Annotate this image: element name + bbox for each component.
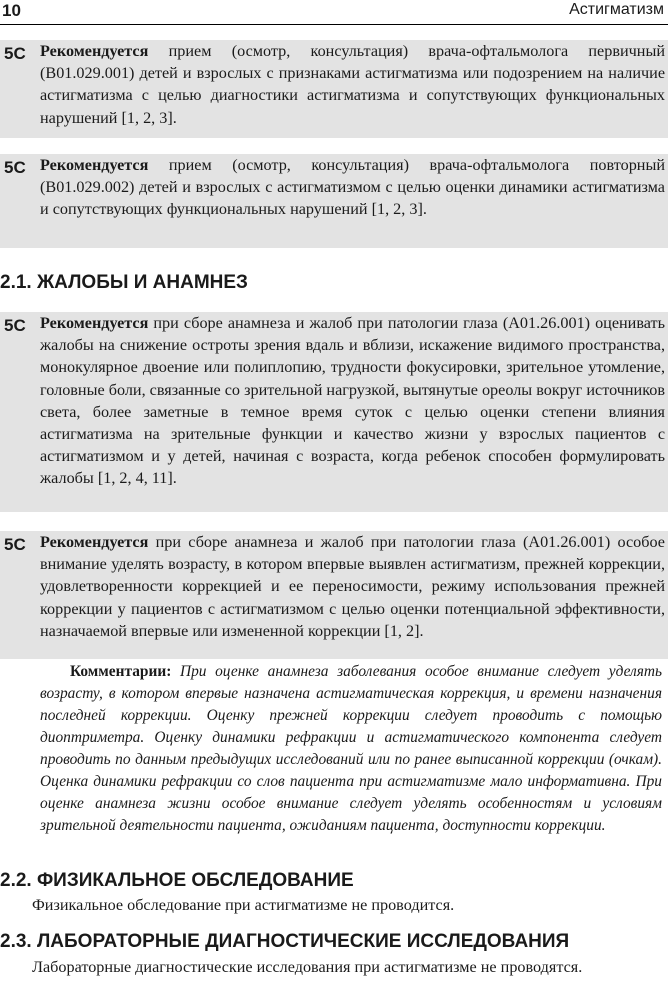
evidence-level: 5C xyxy=(4,535,26,554)
recommendation-box xyxy=(0,40,668,138)
evidence-level: 5C xyxy=(4,158,26,177)
recommendation-box xyxy=(0,531,668,659)
recommendation-text xyxy=(40,154,665,221)
evidence-level: 5C xyxy=(4,316,26,335)
recommendation-lead: Рекомендуется xyxy=(40,156,149,174)
evidence-level: 5C xyxy=(4,44,26,63)
running-title: Астигматизм xyxy=(569,1,664,18)
page-header xyxy=(0,0,668,25)
paragraph-physical: Физикальное обследование при астигматизме не проводится. xyxy=(32,896,455,914)
recommendation-text xyxy=(40,531,665,642)
paragraph-lab: Лабораторные диагностические исследования при астигматизме не проводятся. xyxy=(32,958,583,976)
recommendation-box xyxy=(0,312,668,512)
recommendation-text xyxy=(40,312,665,490)
recommendation-lead: Рекомендуется xyxy=(40,533,149,551)
comment-label: Комментарии: xyxy=(70,663,172,680)
recommendation-body: прием (осмотр, консультация) врача-офтальмолога повторный (B01.029.002) детей и взрослых с астигматизмом с целью оценки динамики астигматизма и сопутствующих функциональных нарушений [1, 2, 3]. xyxy=(40,156,665,219)
recommendation-box xyxy=(0,154,668,248)
section-title-complaints: 2.1. ЖАЛОБЫ И АНАМНЕЗ xyxy=(0,272,248,293)
section-title-physical: 2.2. ФИЗИКАЛЬНОЕ ОБСЛЕДОВАНИЕ xyxy=(0,870,354,891)
section-title-lab: 2.3. ЛАБОРАТОРНЫЕ ДИАГНОСТИЧЕСКИЕ ИССЛЕДОВАНИЯ xyxy=(0,931,570,952)
comment-body: При оценке анамнеза заболевания особое внимание следует уделять возрасту, в котором впервые назначена астигматическая коррекция, и времени назначения последней коррекции. Оценку прежней коррекции следует проводить с помощью диоптриметра. Оценку динамики рефракции и астигматического компонента следует проводить по данным предыдущих исследований или по ранее выписанной коррекции (очкам). Оценка динамики рефракции со слов пациента при астигматизме мало информативна. При оценке анамнеза жизни особое внимание следует уделять особенностям и условиям зрительной деятельности пациента, ожиданиям пациента, доступности коррекции. xyxy=(40,663,662,834)
recommendation-text xyxy=(40,40,665,129)
comment-paragraph xyxy=(40,661,662,837)
page-number: 10 xyxy=(2,1,21,20)
recommendation-lead: Рекомендуется xyxy=(40,42,149,60)
recommendation-body: при сборе анамнеза и жалоб при патологии глаза (A01.26.001) оценивать жалобы на снижение остроты зрения вдаль и вблизи, искажение видимого пространства, монокулярное двоение или полиплопию, трудности фокусировки, зрительное утомление, головные боли, связанные со зрительной нагрузкой, вытянутые ореолы вокруг источников света, более заметные в темное время суток с целью оценки степени влияния астигматизма на зрительные функции и качество жизни у взрослых пациентов с астигматизмом и у детей, начиная с возраста, когда ребенок способен формулировать жалобы [1, 2, 4, 11]. xyxy=(40,314,665,488)
recommendation-lead: Рекомендуется xyxy=(40,314,149,332)
recommendation-body: при сборе анамнеза и жалоб при патологии глаза (A01.26.001) особое внимание уделять возрасту, в котором впервые выявлен астигматизм, прежней коррекции, удовлетворенности коррекцией и ее переносимости, режиму использования прежней коррекции у пациентов с астигматизмом с целью оценки потенциальной эффективности, назначаемой впервые или измененной коррекции [1, 2]. xyxy=(40,533,665,640)
recommendation-body: прием (осмотр, консультация) врача-офтальмолога первичный (B01.029.001) детей и взрослых с признаками астигматизма или подозрением на наличие астигматизма с целью диагностики астигматизма и сопутствующих функциональных нарушений [1, 2, 3]. xyxy=(40,42,665,127)
